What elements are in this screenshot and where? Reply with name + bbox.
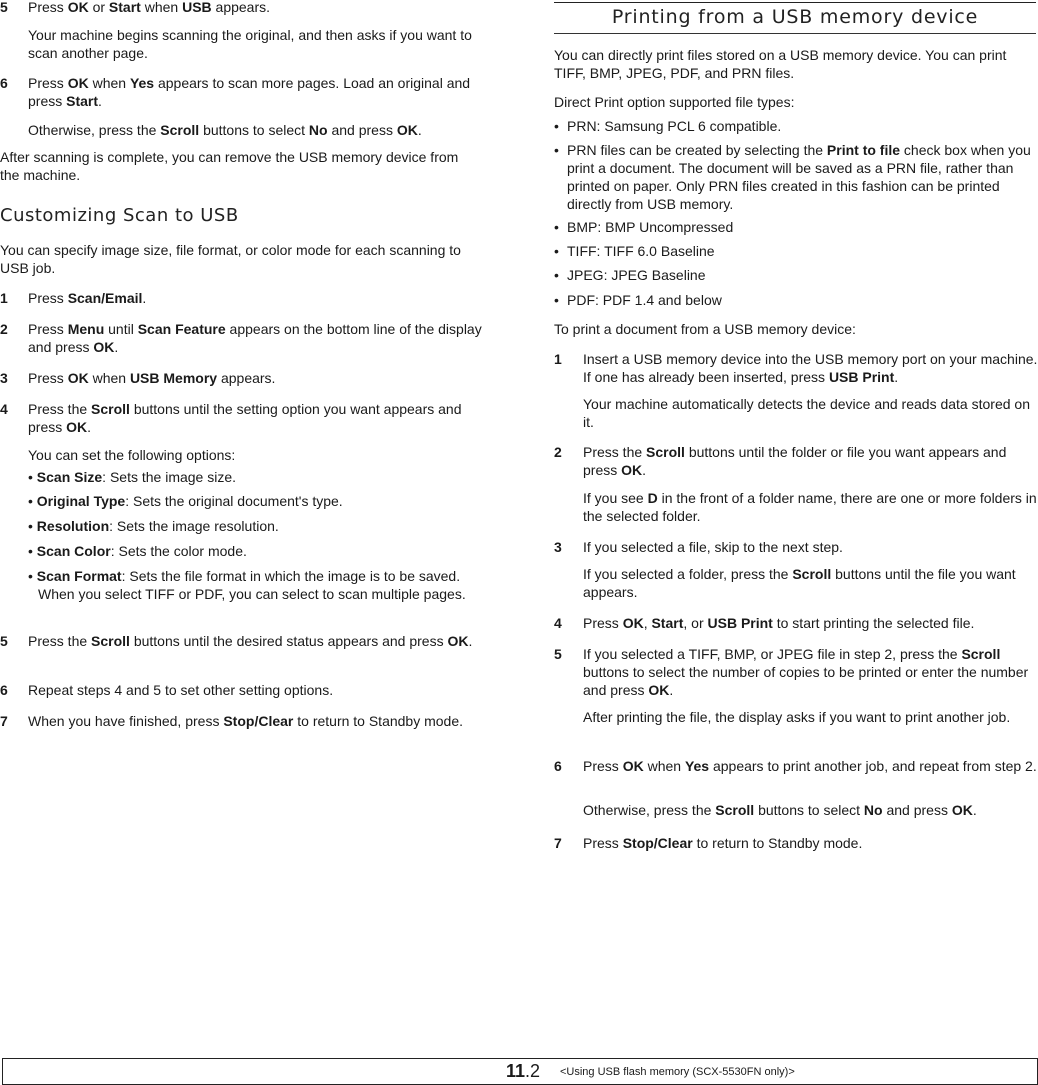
customize-step-7: When you have finished, press Stop/Clear to return to Standby mode. <box>28 713 464 729</box>
to-print-label: To print a document from a USB memory device: <box>554 321 856 337</box>
print-step-2-para: If you see D in the front of a folder name, there are one or more folders in the selected folder. <box>583 490 1037 524</box>
supported-types-label: Direct Print option supported file types: <box>554 94 795 110</box>
type-jpeg: • JPEG: JPEG Baseline <box>554 267 706 283</box>
type-prn: • PRN: Samsung PCL 6 compatible. <box>554 118 782 134</box>
footer-note: <Using USB flash memory (SCX-5530FN only)> <box>560 1066 795 1078</box>
type-tiff: • TIFF: TIFF 6.0 Baseline <box>554 243 715 259</box>
type-prn-note: • PRN files can be created by selecting the Print to file check box when you print a document. The document will be saved as a PRN file, rather than printed on paper. Only PRN files created in this fashion can be printed directly from USB memory. <box>554 142 1031 212</box>
print-step-6-para: Otherwise, press the Scroll buttons to select No and press OK. <box>583 802 977 818</box>
print-step-3: If you selected a file, skip to the next step. <box>583 539 843 555</box>
step-number: 3 <box>554 539 562 555</box>
step-number: 4 <box>554 615 562 631</box>
step-number: 7 <box>0 713 8 729</box>
step-6-text: Press OK when Yes appears to scan more pages. Load an original and press Start. <box>28 75 471 109</box>
type-pdf: • PDF: PDF 1.4 and below <box>554 292 722 308</box>
print-step-1: Insert a USB memory device into the USB memory port on your machine. If one has already been inserted, press USB Print. <box>583 351 1038 385</box>
step-number: 2 <box>554 444 562 460</box>
print-step-7: Press Stop/Clear to return to Standby mode. <box>583 835 863 851</box>
step-5-text: Press OK or Start when USB appears. <box>28 0 271 15</box>
step-number: 3 <box>0 370 8 386</box>
page-footer <box>2 1058 1038 1085</box>
step-6-para: Otherwise, press the Scroll buttons to select No and press OK. <box>28 122 422 138</box>
print-step-6: Press OK when Yes appears to print another job, and repeat from step 2. <box>583 758 1037 774</box>
page-number: 11.2 <box>506 1061 541 1081</box>
customizing-intro: You can specify image size, file format, or color mode for each scanning to USB job. <box>0 242 461 276</box>
customize-step-6: Repeat steps 4 and 5 to set other setting options. <box>28 682 334 698</box>
step-5-para: Your machine begins scanning the original, and then asks if you want to scan another page. <box>28 27 472 61</box>
print-step-5: If you selected a TIFF, BMP, or JPEG file in step 2, press the Scroll buttons to select the number of copies to be printed or enter the number and press OK. <box>583 646 1029 698</box>
option-scan-format: • Scan Format: Sets the file format in which the image is to be saved. When you select TIFF or PDF, you can select to scan multiple pages. <box>28 568 466 602</box>
print-step-2: Press the Scroll buttons until the folder or file you want appears and press OK. <box>583 444 1007 478</box>
step-number: 5 <box>0 633 8 649</box>
customize-step-3: Press OK when USB Memory appears. <box>28 370 276 386</box>
option-scan-size: • Scan Size: Sets the image size. <box>28 469 237 485</box>
step-number: 1 <box>554 351 562 367</box>
type-bmp: • BMP: BMP Uncompressed <box>554 219 734 235</box>
option-resolution: • Resolution: Sets the image resolution. <box>28 518 279 534</box>
step-number: 5 <box>0 0 8 15</box>
section-title-printing: Printing from a USB memory device <box>611 6 979 28</box>
step-number: 6 <box>0 75 8 91</box>
printing-intro: You can directly print files stored on a USB memory device. You can print TIFF, BMP, JPEG, PDF, and PRN files. <box>554 47 1007 81</box>
step-number: 7 <box>554 835 562 851</box>
options-intro: You can set the following options: <box>28 447 236 463</box>
step-number: 6 <box>554 758 562 774</box>
print-step-4: Press OK, Start, or USB Print to start printing the selected file. <box>583 615 975 631</box>
step-number: 2 <box>0 321 8 337</box>
step-number: 5 <box>554 646 562 662</box>
print-step-5-para: After printing the file, the display asks if you want to print another job. <box>583 709 1011 725</box>
customize-step-2: Press Menu until Scan Feature appears on the bottom line of the display and press OK. <box>28 321 482 355</box>
option-scan-color: • Scan Color: Sets the color mode. <box>28 543 247 559</box>
option-original-type: • Original Type: Sets the original document's type. <box>28 493 343 509</box>
customize-step-4: Press the Scroll buttons until the setting option you want appears and press OK. <box>28 401 462 435</box>
customize-step-1: Press Scan/Email. <box>28 290 147 306</box>
after-scan-text: After scanning is complete, you can remove the USB memory device from the machine. <box>0 149 459 183</box>
step-number: 6 <box>0 682 8 698</box>
print-step-1-para: Your machine automatically detects the device and reads data stored on it. <box>583 396 1030 430</box>
file-types-list <box>554 117 1036 317</box>
print-step-3-para: If you selected a folder, press the Scroll buttons until the file you want appears. <box>583 566 1016 600</box>
step-number: 1 <box>0 290 8 306</box>
section-header <box>554 2 1036 34</box>
section-title-customizing: Customizing Scan to USB <box>0 205 239 226</box>
step-number: 4 <box>0 401 8 417</box>
customize-step-5: Press the Scroll buttons until the desired status appears and press OK. <box>28 633 473 649</box>
